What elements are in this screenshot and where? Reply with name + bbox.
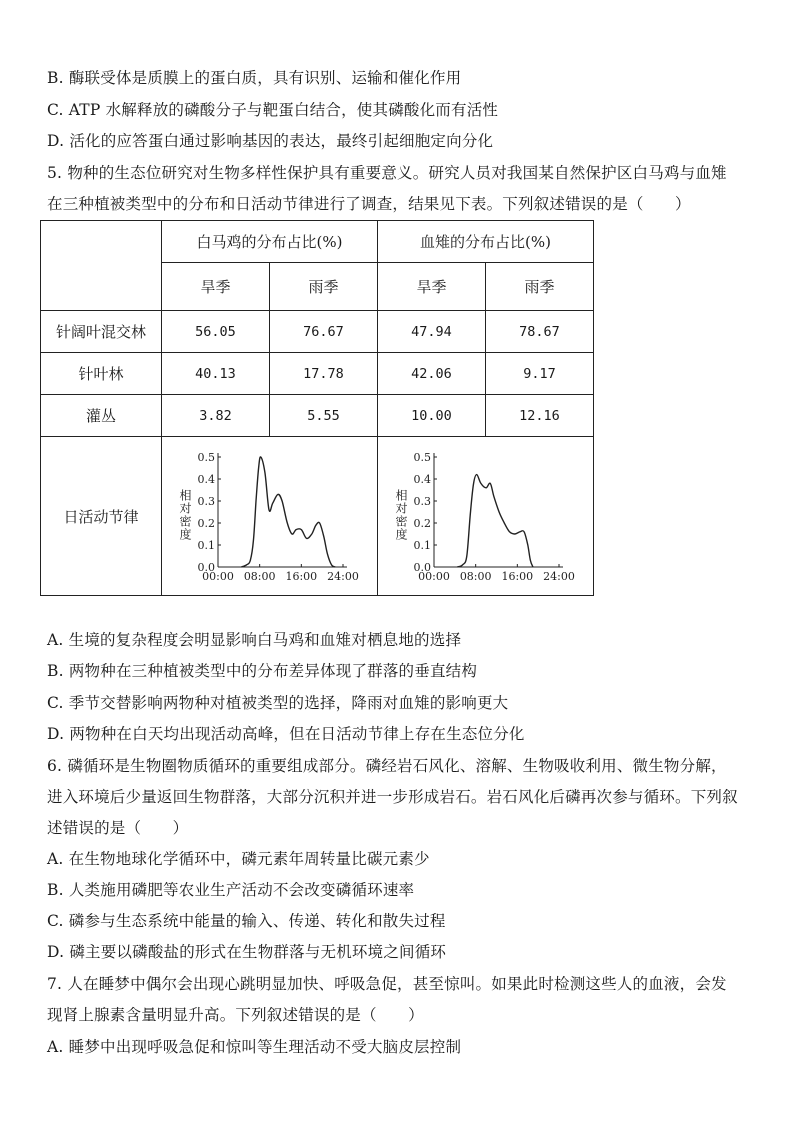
table-cell: 47.94: [378, 311, 486, 353]
y-axis-label: 相对密度: [177, 489, 192, 541]
table-cell: 56.05: [162, 311, 270, 353]
header-dry-season-2: 旱季: [378, 263, 486, 311]
activity-chart-white-eared-pheasant: [163, 437, 377, 591]
option-c-line: C. ATP 水解释放的磷酸分子与靶蛋白结合，使其磷酸化而有活性: [47, 101, 499, 119]
header-dry-season-1: 旱季: [162, 263, 270, 311]
question-6-stem-line2: 进入环境后少量返回生物群落，大部分沉积并进一步形成岩石。岩石风化后磷再次参与循环。下列叙: [47, 788, 738, 806]
row-label: 灌丛: [41, 395, 162, 437]
x-tick-label: 16:00: [284, 570, 317, 583]
x-tick-label: 16:00: [500, 570, 533, 583]
y-tick-label: 0.0: [413, 561, 431, 574]
header-white-eared-pheasant: 白马鸡的分布占比(%): [162, 221, 378, 263]
y-tick-label: 0.1: [197, 539, 215, 552]
question-6-option-d: D. 磷主要以磷酸盐的形式在生物群落与无机环境之间循环: [47, 943, 447, 961]
table-cell: 5.55: [270, 395, 378, 437]
question-5-stem-line1: 5. 物种的生态位研究对生物多样性保护具有重要意义。研究人员对我国某自然保护区白马鸡与血雉: [47, 164, 727, 182]
table-cell: 12.16: [486, 395, 594, 437]
y-tick-label: 0.2: [413, 517, 431, 530]
table-cell: 76.67: [270, 311, 378, 353]
y-tick-label: 0.4: [413, 473, 431, 486]
table-row: [41, 437, 594, 596]
y-axis-label: 相对密度: [393, 489, 408, 541]
y-tick-label: 0.2: [197, 517, 215, 530]
table-cell: 42.06: [378, 353, 486, 395]
header-wet-season-2: 雨季: [486, 263, 594, 311]
y-tick-label: 0.4: [197, 473, 215, 486]
question-5-stem-line2: 在三种植被类型中的分布和日活动节律进行了调查，结果见下表。下列叙述错误的是（ ）: [47, 195, 691, 213]
table-cell: 3.82: [162, 395, 270, 437]
question-6-stem-line1: 6. 磷循环是生物圈物质循环的重要组成部分。磷经岩石风化、溶解、生物吸收利用、微生物分解，: [47, 757, 727, 775]
row-label: 针阔叶混交林: [41, 311, 162, 353]
table-cell: 40.13: [162, 353, 270, 395]
question-7-option-a: A. 睡梦中出现呼吸急促和惊叫等生理活动不受大脑皮层控制: [47, 1038, 462, 1056]
distribution-table: [40, 220, 594, 596]
x-tick-label: 08:00: [243, 570, 276, 583]
x-tick-label: 00:00: [417, 570, 450, 583]
table-row: [41, 311, 594, 353]
header-blood-pheasant: 血雉的分布占比(%): [378, 221, 594, 263]
y-tick-label: 0.5: [197, 451, 215, 464]
header-wet-season-1: 雨季: [270, 263, 378, 311]
table-row: [41, 353, 594, 395]
series-line: [457, 475, 533, 567]
table-cell: 10.00: [378, 395, 486, 437]
question-6-option-b: B. 人类施用磷肥等农业生产活动不会改变磷循环速率: [47, 881, 415, 899]
question-6-option-c: C. 磷参与生态系统中能量的输入、传递、转化和散失过程: [47, 912, 446, 930]
row-label: 日活动节律: [41, 437, 162, 596]
question-6-option-a: A. 在生物地球化学循环中，磷元素年周转量比碳元素少: [47, 850, 430, 868]
question-7-stem-line1: 7. 人在睡梦中偶尔会出现心跳明显加快、呼吸急促，甚至惊叫。如果此时检测这些人的血液，会发: [47, 975, 727, 993]
question-5-option-c: C. 季节交替影响两物种对植被类型的选择，降雨对血雉的影响更大: [47, 694, 509, 712]
y-tick-label: 0.3: [197, 495, 215, 508]
option-d-line: D. 活化的应答蛋白通过影响基因的表达，最终引起细胞定向分化: [47, 132, 494, 150]
question-6-stem-line3: 述错误的是（ ）: [47, 819, 189, 837]
table-row: [41, 395, 594, 437]
series-line: [241, 457, 335, 567]
question-7-stem-line2: 现肾上腺素含量明显升高。下列叙述错误的是（ ）: [47, 1006, 424, 1024]
question-5-option-a: A. 生境的复杂程度会明显影响白马鸡和血雉对栖息地的选择: [47, 631, 462, 649]
activity-chart-blood-pheasant: [379, 437, 593, 591]
chart-cell-blood-pheasant: [378, 437, 594, 596]
chart-cell-white-eared-pheasant: [162, 437, 378, 596]
table-cell: 9.17: [486, 353, 594, 395]
x-tick-label: 24:00: [326, 570, 359, 583]
question-5-option-b: B. 两物种在三种植被类型中的分布差异体现了群落的垂直结构: [47, 662, 478, 680]
question-5-option-d: D. 两物种在白天均出现活动高峰，但在日活动节律上存在生态位分化: [47, 725, 525, 743]
x-tick-label: 24:00: [542, 570, 575, 583]
y-tick-label: 0.1: [413, 539, 431, 552]
x-tick-label: 08:00: [459, 570, 492, 583]
y-tick-label: 0.0: [197, 561, 215, 574]
x-tick-label: 00:00: [201, 570, 234, 583]
table-cell: 17.78: [270, 353, 378, 395]
row-label: 针叶林: [41, 353, 162, 395]
y-tick-label: 0.3: [413, 495, 431, 508]
y-tick-label: 0.5: [413, 451, 431, 464]
option-b-line: B. 酶联受体是质膜上的蛋白质，具有识别、运输和催化作用: [47, 69, 462, 87]
table-cell: 78.67: [486, 311, 594, 353]
